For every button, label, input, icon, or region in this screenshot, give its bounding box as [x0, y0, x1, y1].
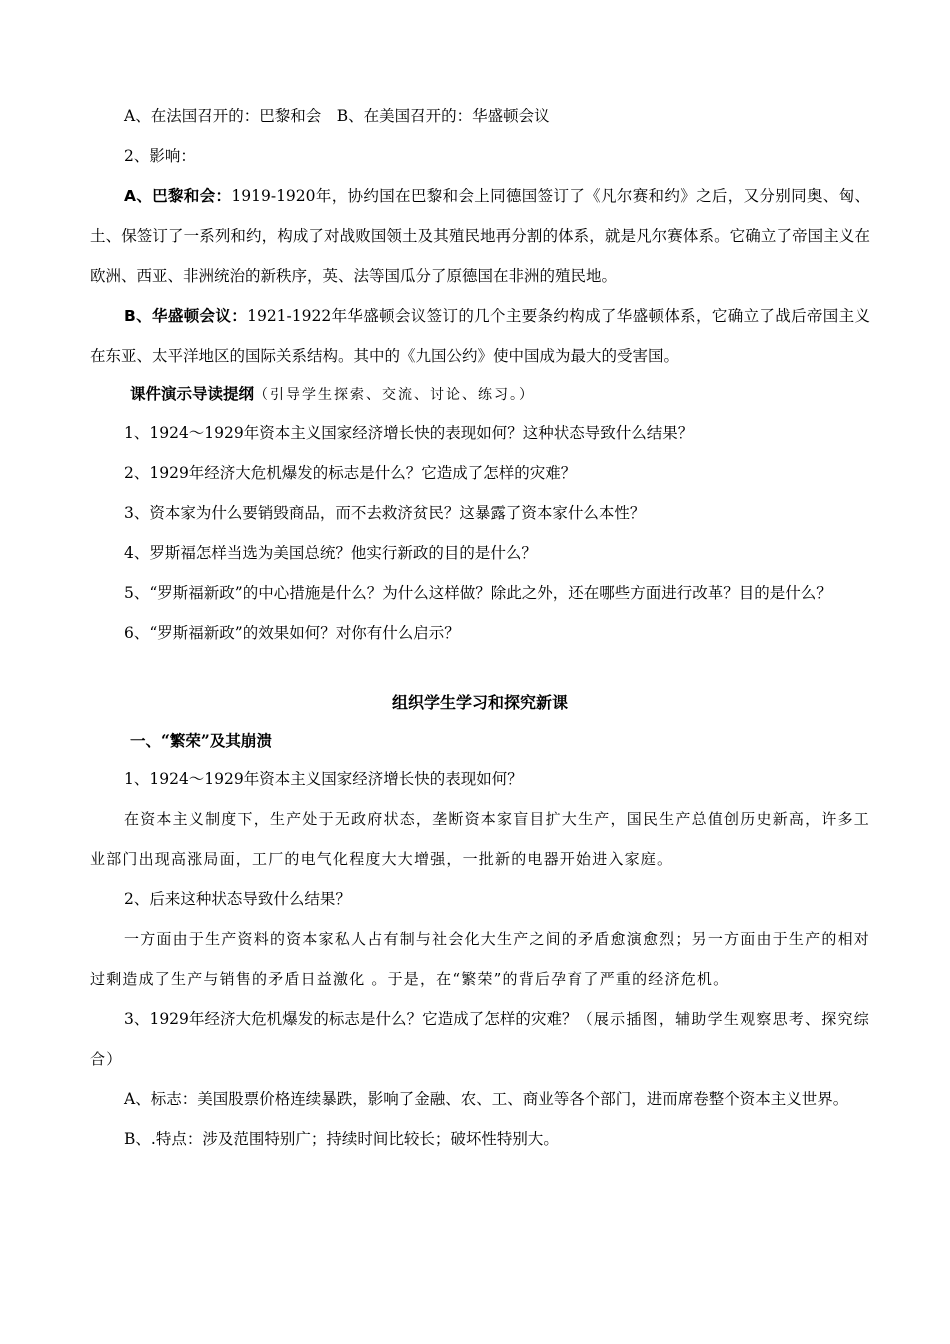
outline-question-4: 4、罗斯福怎样当选为美国总统？他实行新政的目的是什么？ [124, 544, 537, 562]
lesson-answer-2: 一方面由于生产资料的资本家私人占有制与社会化大生产之间的矛盾愈演愈烈；另一方面由于生产的相对过剩造成了生产与销售的矛盾日益激化 。于是，在“繁荣”的背后孕育了严重的经济危机。 [90, 930, 870, 988]
lesson-question-3 [90, 999, 870, 1079]
outline-question-1: 1、1924～1929年资本主义国家经济增长快的表现如何？这种状态导致什么结果？ [124, 424, 694, 442]
outline-question-6: 6、“罗斯福新政”的效果如何？对你有什么启示？ [124, 624, 460, 642]
washington-conference-label: B、华盛顿会议： [124, 307, 248, 325]
impact-label: 2、影响： [124, 147, 196, 165]
conference-list: A、在法国召开的：巴黎和会 B、在美国召开的：华盛顿会议 [124, 107, 550, 125]
paris-conference-label: A、巴黎和会： [124, 187, 232, 205]
outline-heading [90, 376, 870, 413]
outline-question-3: 3、资本家为什么要销毁商品，而不去救济贫民？这暴露了资本家什么本性？ [124, 504, 646, 522]
outline-heading-note: （引导学生探索、交流、讨论、练习。） [254, 387, 536, 403]
paris-conference-paragraph [90, 176, 870, 296]
lesson-answer-3a: A、标志：美国股票价格连续暴跌，影响了金融、农、工、商业等各个部门，进而席卷整个资本主义世界。 [124, 1090, 849, 1108]
paris-conference-text: 1919-1920年，协约国在巴黎和会上同德国签订了《凡尔赛和约》之后，又分别同奥、匈、土、保签订了一系列和约，构成了对战败国领土及其殖民地再分割的体系，就是凡尔赛体系。它确立了帝国主义在欧洲、西亚、非洲统治的新秩序，英、法等国瓜分了原德国在非洲的殖民地。 [90, 187, 870, 285]
washington-conference-paragraph [90, 296, 870, 376]
document-page [90, 96, 870, 1159]
lesson-question-3-main: 3、1929年经济大危机爆发的标志是什么？它造成了怎样的灾难？ [124, 1010, 578, 1028]
section-spacer [90, 653, 870, 683]
lesson-question-2: 2、后来这种状态导致什么结果？ [124, 890, 351, 908]
section-1-title: 一、“繁荣”及其崩溃 [130, 731, 272, 750]
washington-conference-text: 1921-1922年华盛顿会议签订的几个主要条约构成了华盛顿体系，它确立了战后帝国主义在东亚、太平洋地区的国际关系结构。其中的《九国公约》使中国成为最大的受害国。 [90, 307, 870, 365]
lesson-title: 组织学生学习和探究新课 [391, 693, 568, 712]
outline-question-5: 5、“罗斯福新政”的中心措施是什么？为什么这样做？除此之外，还在哪些方面进行改革？目的是什么？ [124, 584, 832, 602]
lesson-answer-3b: B、.特点：涉及范围特别广；持续时间比较长；破坏性特别大。 [124, 1130, 559, 1148]
lesson-question-3-note: （展示插图，辅助学生观察思考、探究综合） [90, 1010, 870, 1068]
lesson-answer-1: 在资本主义制度下，生产处于无政府状态，垄断资本家盲目扩大生产，国民生产总值创历史新高，许多工业部门出现高涨局面，工厂的电气化程度大大增强，一批新的电器开始进入家庭。 [90, 810, 870, 868]
lesson-question-1: 1、1924～1929年资本主义国家经济增长快的表现如何？ [124, 770, 523, 788]
outline-heading-title: 课件演示导读提纲 [130, 385, 255, 403]
outline-question-2: 2、1929年经济大危机爆发的标志是什么？它造成了怎样的灾难？ [124, 464, 577, 482]
